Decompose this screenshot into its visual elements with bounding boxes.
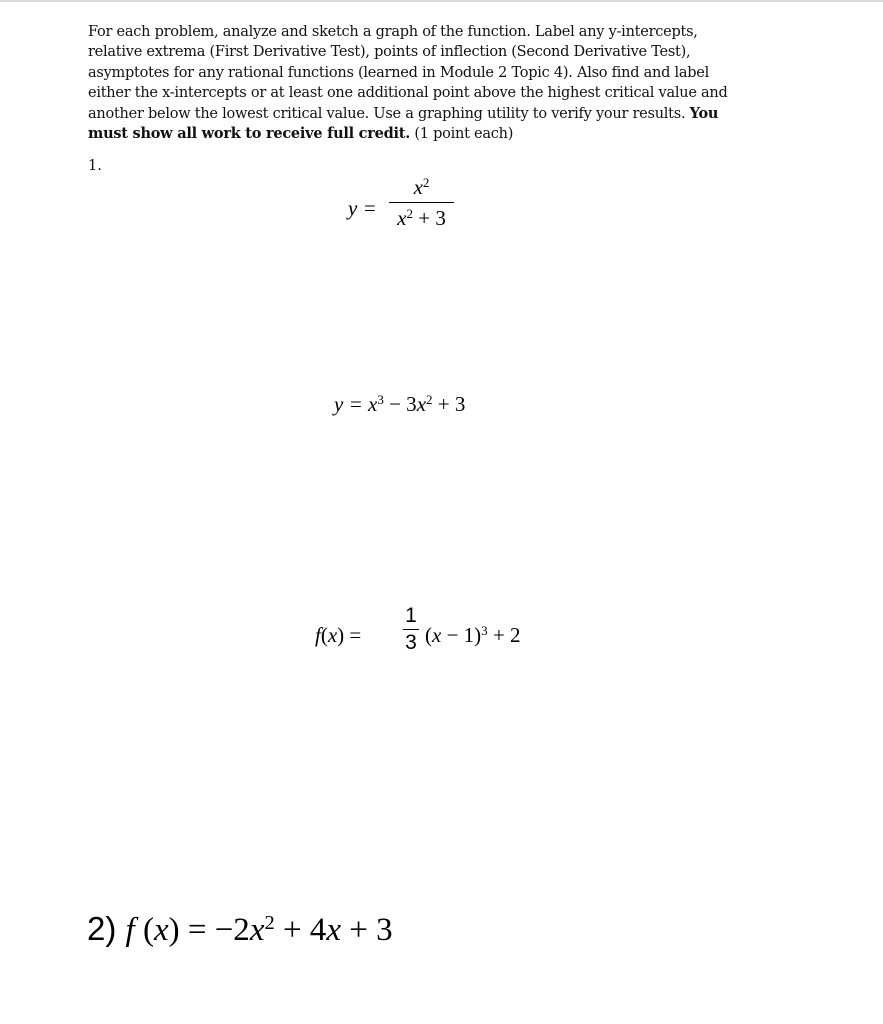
problem-2-equation	[87, 910, 393, 949]
equation-lhs	[348, 196, 377, 221]
function-name: f	[315, 623, 321, 647]
fraction-numerator	[389, 174, 454, 200]
paren: (	[134, 912, 154, 948]
term: + 4	[274, 912, 327, 948]
variable: x	[326, 912, 341, 948]
equation-cubic	[334, 392, 465, 417]
instructions-line: asymptotes for any rational functions (learned in Module 2 Topic 4). Also find and label	[88, 64, 710, 81]
instructions-paragraph	[88, 22, 728, 144]
fraction-bar	[403, 629, 419, 630]
term: − 3	[383, 392, 417, 416]
equation-lhs	[315, 623, 361, 648]
variable: x	[416, 392, 427, 416]
variable: x	[153, 912, 169, 948]
top-border	[0, 0, 883, 2]
instructions-line	[88, 124, 728, 144]
term: + 2	[487, 623, 521, 647]
instructions-line: either the x-intercepts or at least one additional point above the highest critical value and	[88, 85, 728, 102]
fraction-numerator: 1	[405, 604, 417, 627]
variable: x	[249, 912, 265, 948]
exponent: 3	[481, 622, 488, 638]
fraction-denominator: 3	[405, 631, 417, 655]
fraction	[401, 604, 421, 655]
term: − 1)	[441, 623, 482, 647]
instructions-line: relative extrema (First Derivative Test), points of inflection (Second Derivative Test),	[88, 44, 691, 61]
function-argument: (x)	[320, 623, 345, 647]
exponent: 2	[422, 174, 430, 190]
instructions-line: For each problem, analyze and sketch a graph of the function. Label any y-intercepts,	[88, 24, 698, 40]
equation-rest	[425, 623, 521, 648]
equation-fx-cubic	[315, 604, 555, 664]
fraction	[389, 174, 454, 231]
denominator-rest: + 3	[413, 206, 446, 231]
instructions-bold-text: must show all work to receive full credit.	[88, 125, 411, 143]
instructions-text: (1 point each)	[410, 126, 514, 143]
variable: x	[413, 175, 423, 199]
exponent: 2	[264, 911, 275, 934]
paren: (	[425, 623, 432, 647]
equation-lhs: y =	[334, 392, 368, 416]
variable: x	[368, 392, 378, 416]
instructions-text: another below the lowest critical value. Use a graphing utility to verify your results.	[88, 105, 690, 122]
fraction-denominator	[389, 205, 454, 231]
exponent: 2	[406, 206, 413, 222]
instructions-bold-text: You	[689, 104, 719, 122]
problem-2-label: 2)	[87, 910, 126, 947]
exponent: 2	[426, 391, 433, 407]
term: ) = −2	[168, 912, 250, 948]
fraction-bar	[389, 202, 454, 203]
equation-lhs-text: y =	[348, 196, 377, 220]
equals-sign: =	[344, 623, 362, 647]
variable: x	[397, 206, 407, 231]
variable: x	[432, 623, 442, 647]
exponent: 3	[377, 391, 384, 407]
problem-1-label: 1.	[88, 158, 102, 174]
term: + 3	[432, 392, 466, 416]
function-name: f	[125, 912, 135, 948]
term: + 3	[340, 912, 393, 948]
instructions-line	[88, 104, 728, 124]
